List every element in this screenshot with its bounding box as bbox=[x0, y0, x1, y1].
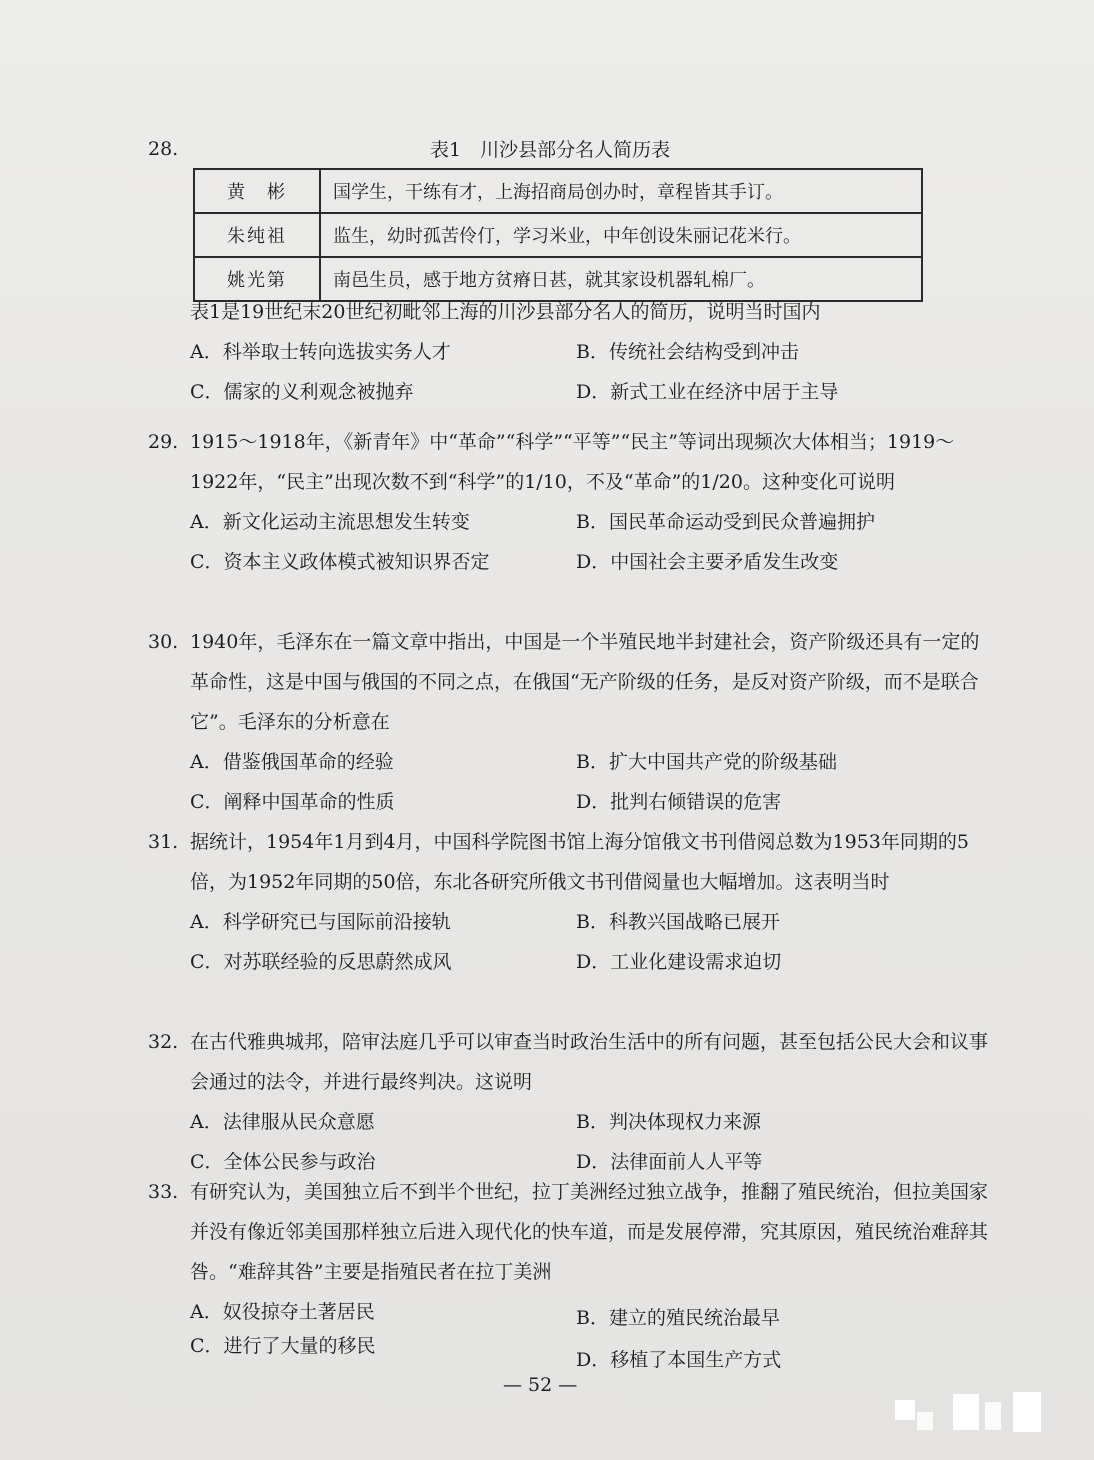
question-number: 31. bbox=[148, 831, 179, 853]
table-title: 表1 川沙县部分名人简历表 bbox=[430, 139, 671, 161]
option-b[interactable]: B．扩大中国共产党的阶级基础 bbox=[576, 751, 837, 773]
option-d[interactable]: D．法律面前人人平等 bbox=[576, 1151, 763, 1173]
question-stem: 在古代雅典城邦，陪审法庭几乎可以审查当时政治生活中的所有问题，甚至包括公民大会和议事会通过的法令，并进行最终判决。这说明 bbox=[190, 1031, 989, 1093]
option-b[interactable]: B．科教兴国战略已展开 bbox=[576, 911, 780, 933]
table-cell-name: 姚光第 bbox=[194, 257, 320, 301]
option-b[interactable]: B．传统社会结构受到冲击 bbox=[576, 341, 799, 363]
option-a[interactable]: A．借鉴俄国革命的经验 bbox=[190, 751, 394, 773]
question-number: 30. bbox=[148, 631, 179, 653]
option-a[interactable]: A．科举取士转向选拔实务人才 bbox=[190, 341, 451, 363]
question-stem: 1915～1918年，《新青年》中“革命”“科学”“平等”“民主”等词出现频次大体相当；1919～1922年，“民主”出现次数不到“科学”的1/10，不及“革命”的1/20。这种变化可说明 bbox=[190, 431, 955, 493]
option-d[interactable]: D．中国社会主要矛盾发生改变 bbox=[576, 551, 839, 573]
option-d[interactable]: D．新式工业在经济中居于主导 bbox=[576, 381, 839, 403]
option-row bbox=[190, 942, 988, 982]
option-b[interactable]: B．建立的殖民统治最早 bbox=[576, 1307, 780, 1329]
option-row bbox=[190, 372, 988, 412]
table-row bbox=[194, 213, 922, 257]
question-number: 29. bbox=[148, 431, 179, 453]
question-stem: 据统计，1954年1月到4月，中国科学院图书馆上海分馆俄文书刊借阅总数为1953年同期的5倍，为1952年同期的50倍，东北各研究所俄文书刊借阅量也大幅增加。这表明当时 bbox=[190, 831, 969, 893]
question-30 bbox=[148, 622, 988, 822]
option-d[interactable]: D．工业化建设需求迫切 bbox=[576, 951, 782, 973]
option-c[interactable]: C．资本主义政体模式被知识界否定 bbox=[190, 551, 490, 573]
question-stem: 有研究认为，美国独立后不到半个世纪，拉丁美洲经过独立战争，推翻了殖民统治，但拉美国家并没有像近邻美国那样独立后进入现代化的快车道，而是发展停滞，究其原因，殖民统治难辞其咎。“难辞其咎”主要是指殖民者在拉丁美洲 bbox=[190, 1181, 989, 1283]
option-row bbox=[190, 1326, 988, 1371]
question-28 bbox=[148, 292, 988, 412]
biography-table bbox=[193, 168, 923, 302]
question-number: 33. bbox=[148, 1181, 179, 1203]
table-cell-name: 黄 彬 bbox=[194, 169, 320, 213]
option-b[interactable]: B．判决体现权力来源 bbox=[576, 1111, 761, 1133]
option-d[interactable]: D．批判右倾错误的危害 bbox=[576, 791, 782, 813]
page-number: — 52 — bbox=[503, 1374, 578, 1396]
question-stem: 表1是19世纪末20世纪初毗邻上海的川沙县部分名人的简历，说明当时国内 bbox=[190, 301, 821, 323]
option-c[interactable]: C．对苏联经验的反思蔚然成风 bbox=[190, 951, 452, 973]
table-cell-desc: 监生，幼时孤苦伶仃，学习米业，中年创设朱丽记花米行。 bbox=[320, 213, 922, 257]
question-stem: 1940年，毛泽东在一篇文章中指出，中国是一个半殖民地半封建社会，资产阶级还具有一定的革命性，这是中国与俄国的不同之点，在俄国“无产阶级的任务，是反对资产阶级，而不是联合它”。毛泽东的分析意在 bbox=[190, 631, 980, 733]
question-31 bbox=[148, 822, 988, 982]
option-row bbox=[190, 502, 988, 542]
table-row bbox=[194, 169, 922, 213]
question-29 bbox=[148, 422, 988, 582]
option-row bbox=[190, 782, 988, 822]
option-row bbox=[190, 742, 988, 782]
option-c[interactable]: C．儒家的义利观念被抛弃 bbox=[190, 381, 414, 403]
table-cell-name: 朱纯祖 bbox=[194, 213, 320, 257]
option-a[interactable]: A．法律服从民众意愿 bbox=[190, 1111, 375, 1133]
option-a[interactable]: A．奴役掠夺土著居民 bbox=[190, 1301, 375, 1323]
watermark-mosaic bbox=[895, 1390, 1055, 1436]
option-a[interactable]: A．新文化运动主流思想发生转变 bbox=[190, 511, 470, 533]
option-row bbox=[190, 1102, 988, 1142]
option-c[interactable]: C．全体公民参与政治 bbox=[190, 1151, 376, 1173]
option-row bbox=[190, 542, 988, 582]
option-c[interactable]: C．阐释中国革命的性质 bbox=[190, 791, 395, 813]
question-32 bbox=[148, 1022, 988, 1182]
question-number: 28. bbox=[148, 138, 179, 160]
option-a[interactable]: A．科学研究已与国际前沿接轨 bbox=[190, 911, 451, 933]
question-number: 32. bbox=[148, 1031, 179, 1053]
table-cell-desc: 国学生，干练有才，上海招商局创办时，章程皆其手订。 bbox=[320, 169, 922, 213]
option-b[interactable]: B．国民革命运动受到民众普遍拥护 bbox=[576, 511, 875, 533]
option-row bbox=[190, 902, 988, 942]
option-c[interactable]: C．进行了大量的移民 bbox=[190, 1335, 376, 1357]
question-33 bbox=[148, 1172, 989, 1371]
option-row bbox=[190, 1292, 988, 1329]
table-cell-desc: 南邑生员，感于地方贫瘠日甚，就其家设机器轧棉厂。 bbox=[320, 257, 922, 301]
option-row bbox=[190, 332, 988, 372]
option-d[interactable]: D．移植了本国生产方式 bbox=[576, 1349, 782, 1371]
